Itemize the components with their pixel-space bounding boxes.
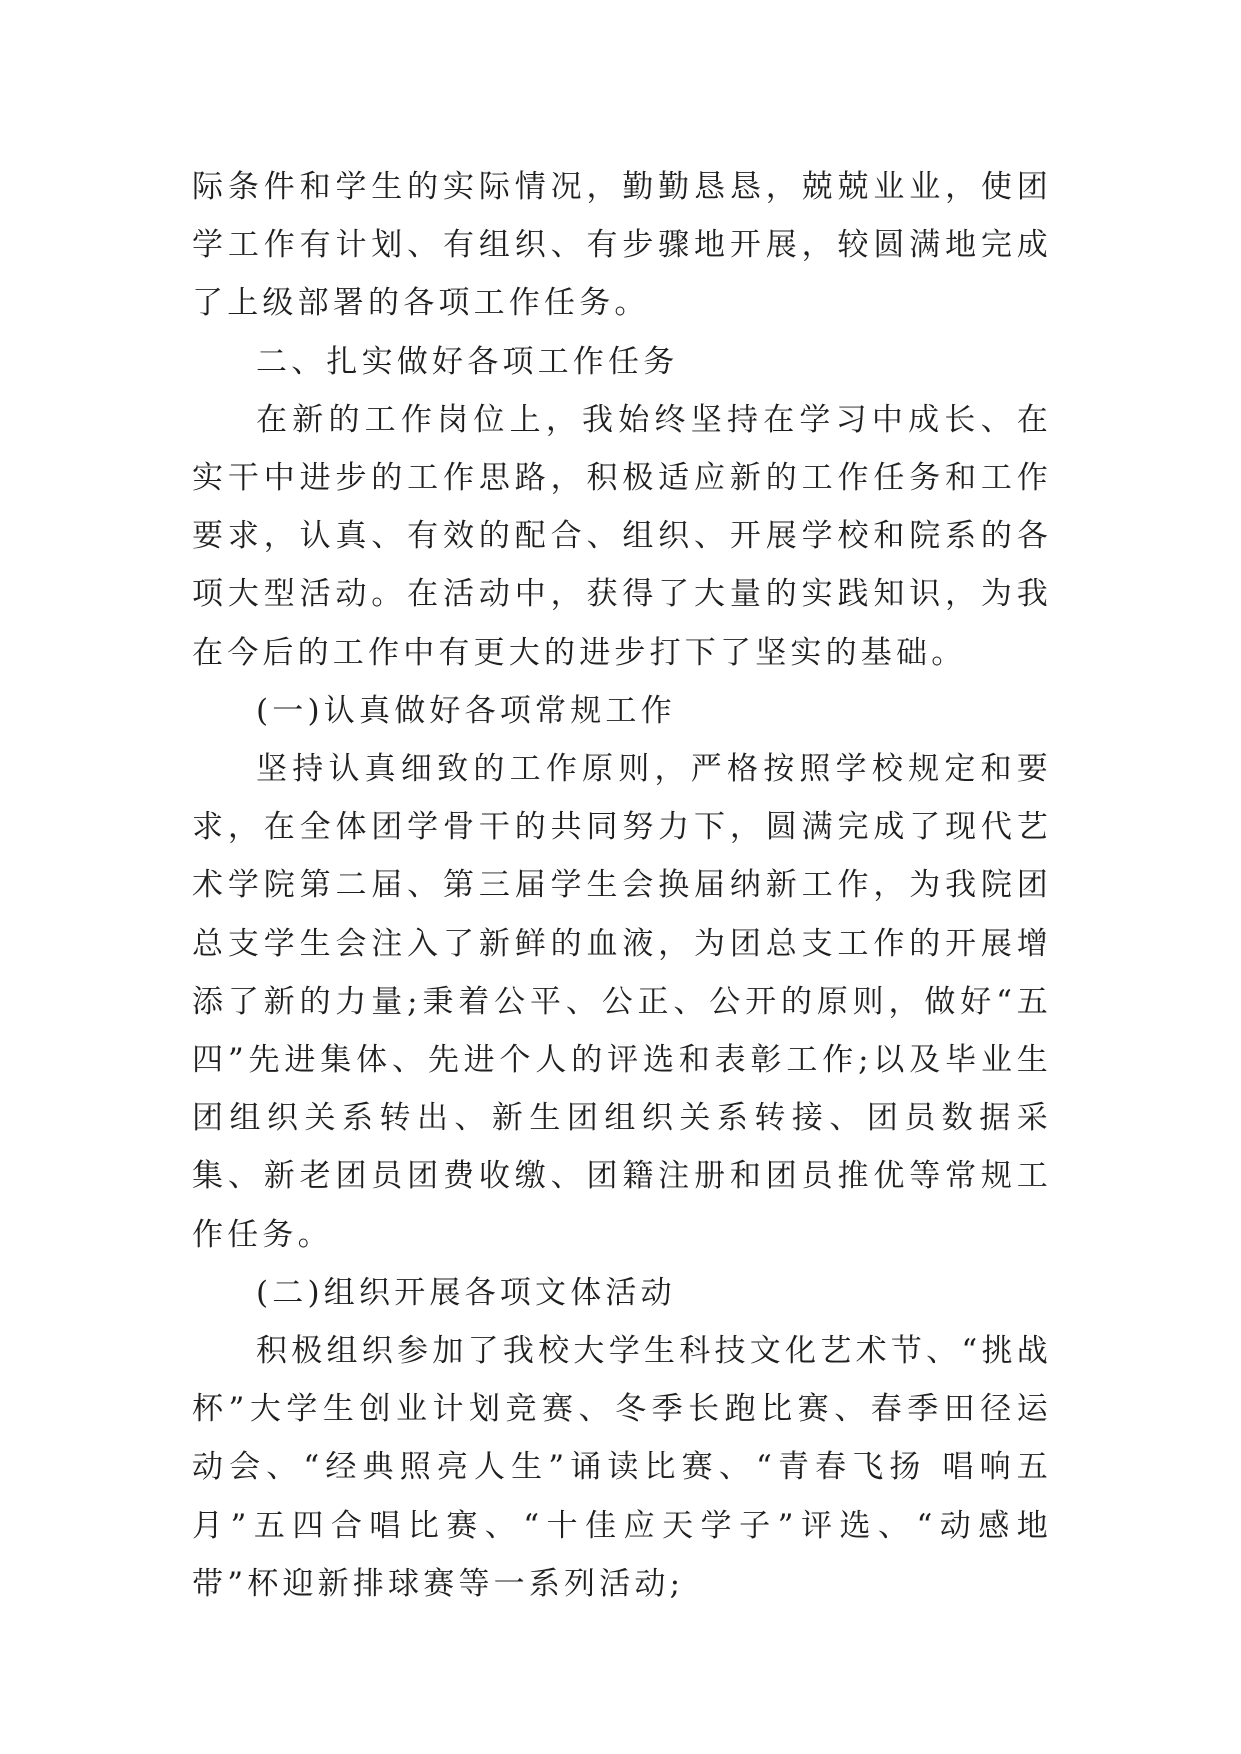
paragraph-activities: 积极组织参加了我校大学生科技文化艺术节、“挑战杯”大学生创业计划竞赛、冬季长跑比赛、春季田径运动会、“经典照亮人生”诵读比赛、“青春飞扬 唱响五月”五四合唱比赛、“十佳应天学子”评选、“动感地带”杯迎新排球赛等一系列活动;: [192, 1333, 1052, 1602]
paragraph-routine-work: 坚持认真细致的工作原则，严格按照学校规定和要求，在全体团学骨干的共同努力下，圆满完成了现代艺术学院第二届、第三届学生会换届纳新工作，为我院团总支学生会注入了新鲜的血液，为团总支工作的开展增添了新的力量;秉着公平、公正、公开的原则，做好“五四”先进集体、先进个人的评选和表彰工作;以及毕业生团组织关系转出、新生团组织关系转接、团员数据采集、新老团员团费收缴、团籍注册和团员推优等常规工作任务。: [192, 751, 1052, 1253]
paragraph-new-position: 在新的工作岗位上，我始终坚持在学习中成长、在实干中进步的工作思路，积极适应新的工作任务和工作要求，认真、有效的配合、组织、开展学校和院系的各项大型活动。在活动中，获得了大量的实践知识，为我在今后的工作中有更大的进步打下了坚实的基础。: [192, 401, 1052, 671]
subsection-heading-1: (一)认真做好各项常规工作: [256, 692, 676, 729]
subsection-heading-2: (二)组织开展各项文体活动: [256, 1274, 676, 1311]
document-body: [192, 158, 1052, 1613]
paragraph-continuation: 际条件和学生的实际情况，勤勤恳恳，兢兢业业，使团学工作有计划、有组织、有步骤地开展，较圆满地完成了上级部署的各项工作任务。: [192, 169, 1052, 322]
section-heading-2: 二、扎实做好各项工作任务: [256, 343, 679, 380]
